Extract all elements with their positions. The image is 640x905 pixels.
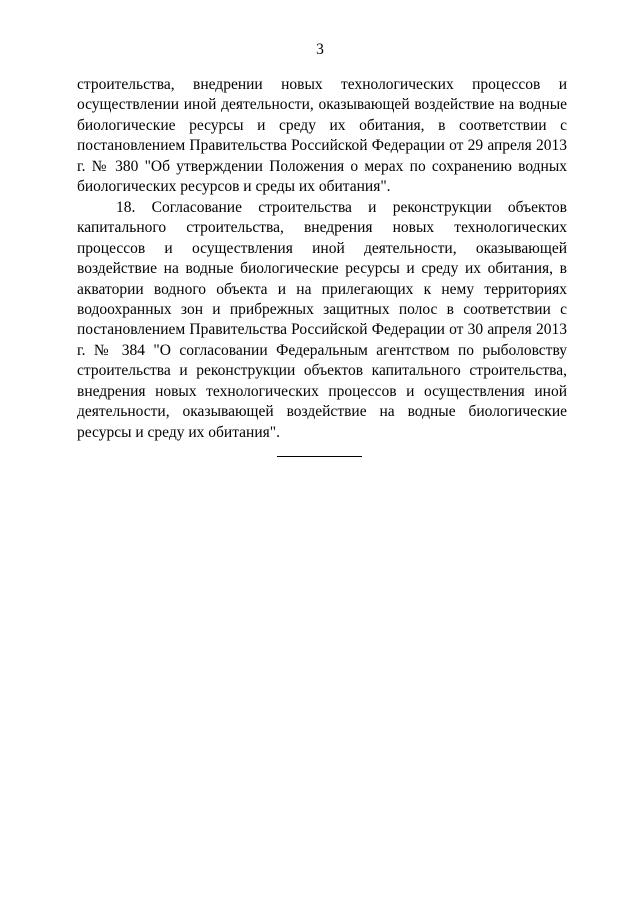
page-number: 3 [316, 41, 324, 58]
paragraph-continuation: строительства, внедрении новых технологических процессов и осуществлении иной деятельности, оказывающей воздействие на водные биологические ресурсы и среду их обитания, в соответствии с постановлением Правительства Российской Федерации от 29 апреля 2013 г. № 380 "Об утверждении Положения о мерах по сохранению водных биологических ресурсов и среды их обитания". [77, 76, 567, 196]
paragraph-item-18: 18. Согласование строительства и реконструкции объектов капитального строительства, внедрения новых технологических процессов и осуществления иной деятельности, оказывающей воздействие на водные биологические ресурсы и среду их обитания, в акватории водного объекта и на прилегающих к нему территориях водоохранных зон и прибрежных защитных полос в соответствии с постановлением Правительства Российской Федерации от 30 апреля 2013 г. № 384 "О согласовании Федеральным агентством по рыболовству строительства и реконструкции объектов капитального строительства, внедрения новых технологических процессов и осуществления иной деятельности, оказывающей воздействие на водные биологические ресурсы и среду их обитания". [77, 198, 567, 441]
document-body [77, 75, 567, 443]
end-of-document-rule [277, 456, 362, 457]
